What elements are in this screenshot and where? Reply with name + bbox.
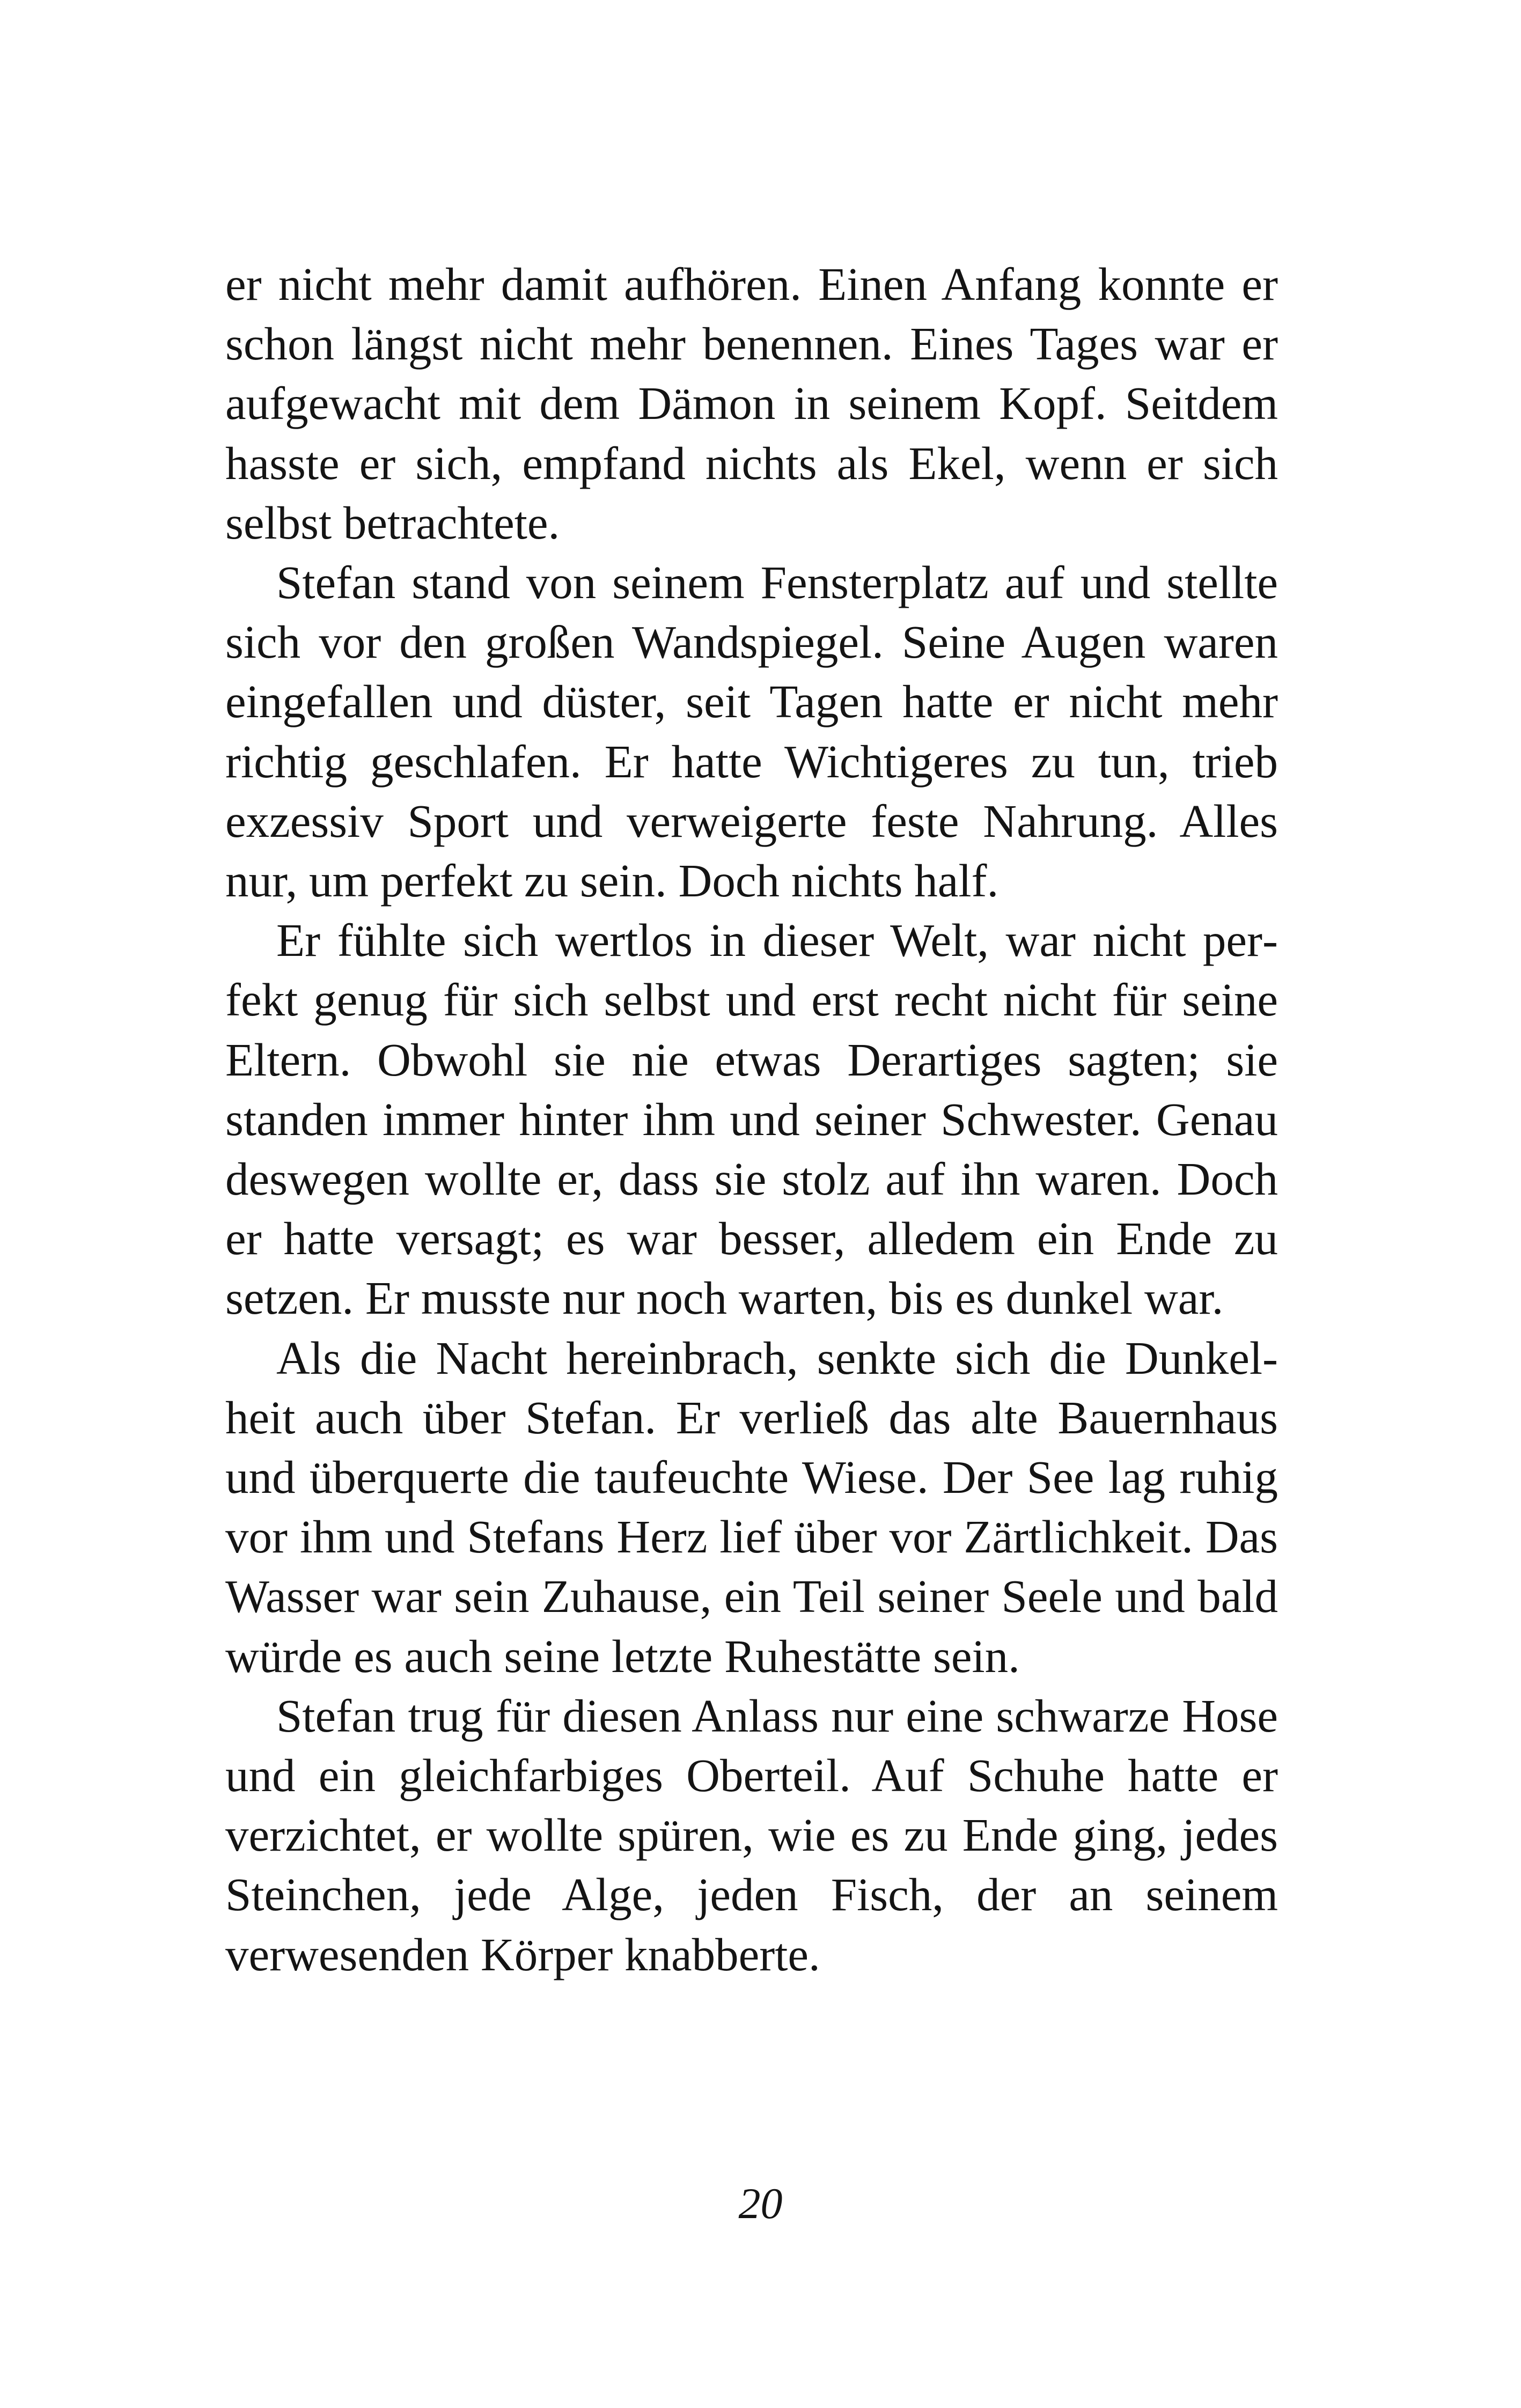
paragraph-3: Er fühlte sich wertlos in dieser Welt, war nicht perfekt genug für sich selbst und erst recht nicht für seine Eltern. Obwohl sie nie etwas Derartiges sagten; sie standen immer hinter ihm und seiner Schwester. Genau deswegen wollte er, dass sie stolz auf ihn waren. Doch er hatte versagt; es war besser, alledem ein Ende zu setzen. Er musste nur noch warten, bis es dunkel war. [225,914,1278,1324]
page-number: 20 [738,2179,783,2228]
paragraph-2: Stefan stand von seinem Fensterplatz auf und stellte sich vor den großen Wandspiegel. Seine Augen waren eingefallen und düster, seit Tagen hatte er nicht mehr richtig geschlafen. Er hatte Wichtigeres zu tun, trieb exzessiv Sport und verweigerte feste Nahrung. Alles nur, um perfekt zu sein. Doch nichts half. [225,556,1278,907]
body-text [225,254,1278,1984]
paragraph-4: Als die Nacht hereinbrach, senkte sich die Dunkelheit auch über Stefan. Er verließ das alte Bauernhaus und überquerte die taufeuchte Wiese. Der See lag ruhig vor ihm und Stefans Herz lief über vor Zärtlichkeit. Das Wasser war sein Zuhause, ein Teil seiner Seele und bald würde es auch seine letzte Ruhestätte sein. [225,1331,1278,1682]
paragraph-1: er nicht mehr damit aufhören. Einen Anfang konnte er schon längst nicht mehr benennen. Eines Tages war er aufgewacht mit dem Dämon in seinem Kopf. Seitdem hasste er sich, empfand nichts als Ekel, wenn er sich selbst betrachtete. [225,258,1278,549]
paragraph-5: Stefan trug für diesen Anlass nur eine schwarze Hose und ein gleichfarbiges Oberteil. Auf Schuhe hatte er verzichtet, er wollte spüren, wie es zu Ende ging, jedes Steinchen, jede Alge, jeden Fisch, der an seinem verwesenden Körper knabberte. [225,1689,1278,1980]
